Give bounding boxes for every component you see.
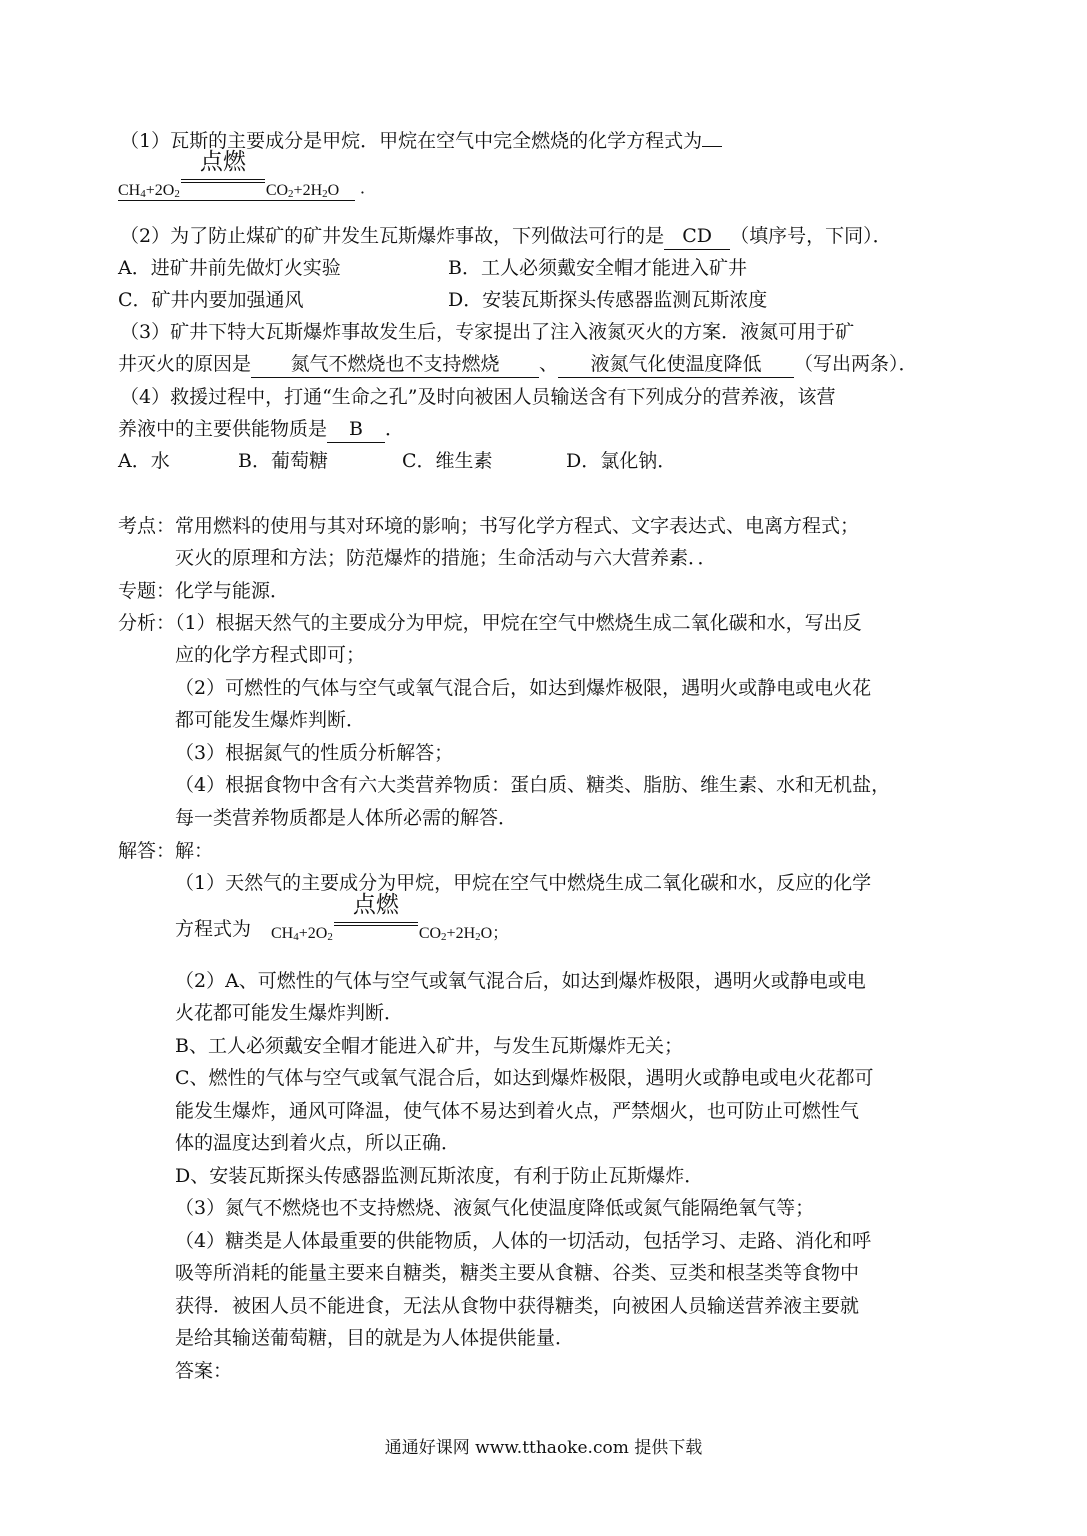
jieda-eq-end: ；: [492, 925, 509, 942]
q3-line2-after: （写出两条）．: [794, 353, 918, 375]
q2-stem: [120, 220, 892, 252]
q3-sep: 、: [539, 353, 559, 375]
q2-option-d: D．安装瓦斯探头传感器监测瓦斯浓度: [448, 289, 768, 311]
q4-option-a: A．水: [118, 450, 170, 472]
q4-line2: [118, 413, 404, 445]
jieda-line3: （2）A、可燃性的气体与空气或氧气混合后，如达到爆炸极限，遇明火或静电或电: [175, 970, 866, 992]
q1-answer-underline: [702, 124, 722, 147]
q2-text-before: （2）为了防止煤矿的矿井发生瓦斯爆炸事故，下列做法可行的是: [120, 225, 665, 247]
fenxi-line7: 每一类营养物质都是人体所必需的解答．: [175, 807, 518, 829]
fenxi-line2: 应的化学方程式即可；: [175, 644, 366, 666]
jieda-eq-condition: 点燃: [352, 892, 399, 918]
q1-eq-condition: 点燃: [199, 149, 246, 175]
q3-answer2: 液氮气化使温度降低: [558, 351, 794, 378]
fenxi-line5: （3）根据氮气的性质分析解答；: [175, 742, 454, 764]
jieda-head: 解答：解：: [118, 840, 214, 862]
jieda-eq-right: $CO_2+2H_2O$: [418, 925, 493, 943]
q3-line1: （3）矿井下特大瓦斯爆炸事故发生后，专家提出了注入液氮灭火的方案．液氮可用于矿: [120, 321, 855, 343]
jieda-line6: C、燃性的气体与空气或氧气混合后，如达到爆炸极限，遇明火或静电或电火花都可: [175, 1067, 874, 1089]
q2-option-a: A．进矿井前先做灯火实验: [118, 257, 341, 279]
q4-line2-before: 养液中的主要供能物质是: [118, 418, 328, 440]
q1-eq-right: $CO_2+2H_2O$: [265, 182, 340, 200]
q2-text-after: （填序号，下同）．: [730, 225, 892, 247]
q2-answer: CD: [664, 223, 730, 250]
jieda-line12: 吸等所消耗的能量主要来自糖类，糖类主要从食糖、谷类、豆类和根茎类等食物中: [175, 1262, 860, 1284]
jieda-eq-left: $CH_4+2O_2$: [271, 925, 333, 943]
fenxi-line1: 分析：（1）根据天然气的主要成分为甲烷，甲烷在空气中燃烧生成二氧化碳和水，写出反: [118, 612, 862, 634]
jieda-line2-before: 方程式为: [175, 918, 252, 940]
kaodian-line2: 灭火的原理和方法；防范爆炸的措施；生命活动与六大营养素．．: [175, 547, 717, 569]
page-footer: 通通好课网 www.tthaoke.com 提供下载: [384, 1438, 703, 1458]
jieda-line13: 获得．被困人员不能进食，无法从食物中获得糖类，向被困人员输送营养液主要就: [175, 1295, 860, 1317]
q2-option-b: B．工人必须戴安全帽才能进入矿井: [448, 257, 747, 279]
jieda-line1: （1）天然气的主要成分为甲烷，甲烷在空气中燃烧生成二氧化碳和水，反应的化学: [175, 872, 872, 894]
q1-eq-arrow: [181, 149, 265, 195]
q4-option-b: B．葡萄糖: [238, 450, 328, 472]
jieda-line11: （4）糖类是人体最重要的供能物质，人体的一切活动，包括学习、走路、消化和呼: [175, 1230, 872, 1252]
fenxi-line4: 都可能发生爆炸判断．: [175, 709, 366, 731]
jieda-equation: [271, 892, 509, 943]
q4-option-c: C．维生素: [402, 450, 493, 472]
jieda-line8: 体的温度达到着火点，所以正确．: [175, 1132, 461, 1154]
jieda-line7: 能发生爆炸，通风可降温，使气体不易达到着火点，严禁烟火，也可防止可燃性气: [175, 1100, 860, 1122]
jieda-line14: 是给其输送葡萄糖，目的就是为人体提供能量．: [175, 1327, 575, 1349]
jieda-line4: 火花都可能发生爆炸判断．: [175, 1002, 404, 1024]
kaodian-line1: 考点：常用燃料的使用与其对环境的影响；书写化学方程式、文字表达式、电离方程式；: [118, 515, 860, 537]
q1-text: （1）瓦斯的主要成分是甲烷．甲烷在空气中完全燃烧的化学方程式为: [120, 130, 703, 152]
q4-option-d: D．氯化钠．: [566, 450, 677, 472]
fenxi-line3: （2）可燃性的气体与空气或氧气混合后，如达到爆炸极限，遇明火或静电或电火花: [175, 677, 872, 699]
q3-answer1: 氮气不燃烧也不支持燃烧: [251, 351, 539, 378]
fenxi-line6: （4）根据食物中含有六大类营养物质：蛋白质、糖类、脂肪、维生素、水和无机盐，: [175, 774, 891, 796]
q4-line2-after: ．: [385, 418, 405, 440]
jieda-eq-arrow: [334, 892, 418, 938]
q3-line2-before: 井灭火的原因是: [118, 353, 252, 375]
jieda-line10: （3）氮气不燃烧也不支持燃烧、液氮气化使温度降低或氮气能隔绝氧气等；: [175, 1197, 815, 1219]
zhuanti: 专题：化学与能源．: [118, 580, 290, 602]
jieda-line5: B、工人必须戴安全帽才能进入矿井，与发生瓦斯爆炸无关；: [175, 1035, 683, 1057]
q4-line1: （4）救援过程中，打通“生命之孔”及时向被困人员输送含有下列成分的营养液，该营: [120, 386, 836, 408]
q2-option-c: C．矿井内要加强通风: [118, 289, 304, 311]
jieda-line9: D、安装瓦斯探头传感器监测瓦斯浓度，有利于防止瓦斯爆炸．: [175, 1165, 704, 1187]
q4-answer: B: [327, 416, 385, 443]
q1-end: ．: [360, 180, 377, 197]
jieda-line2: [175, 913, 251, 945]
q1-eq-left: $CH_4+2O_2$: [118, 182, 180, 200]
q3-line2: [118, 348, 918, 380]
q1-equation: [118, 149, 355, 201]
jieda-line15: 答案：: [175, 1360, 233, 1382]
